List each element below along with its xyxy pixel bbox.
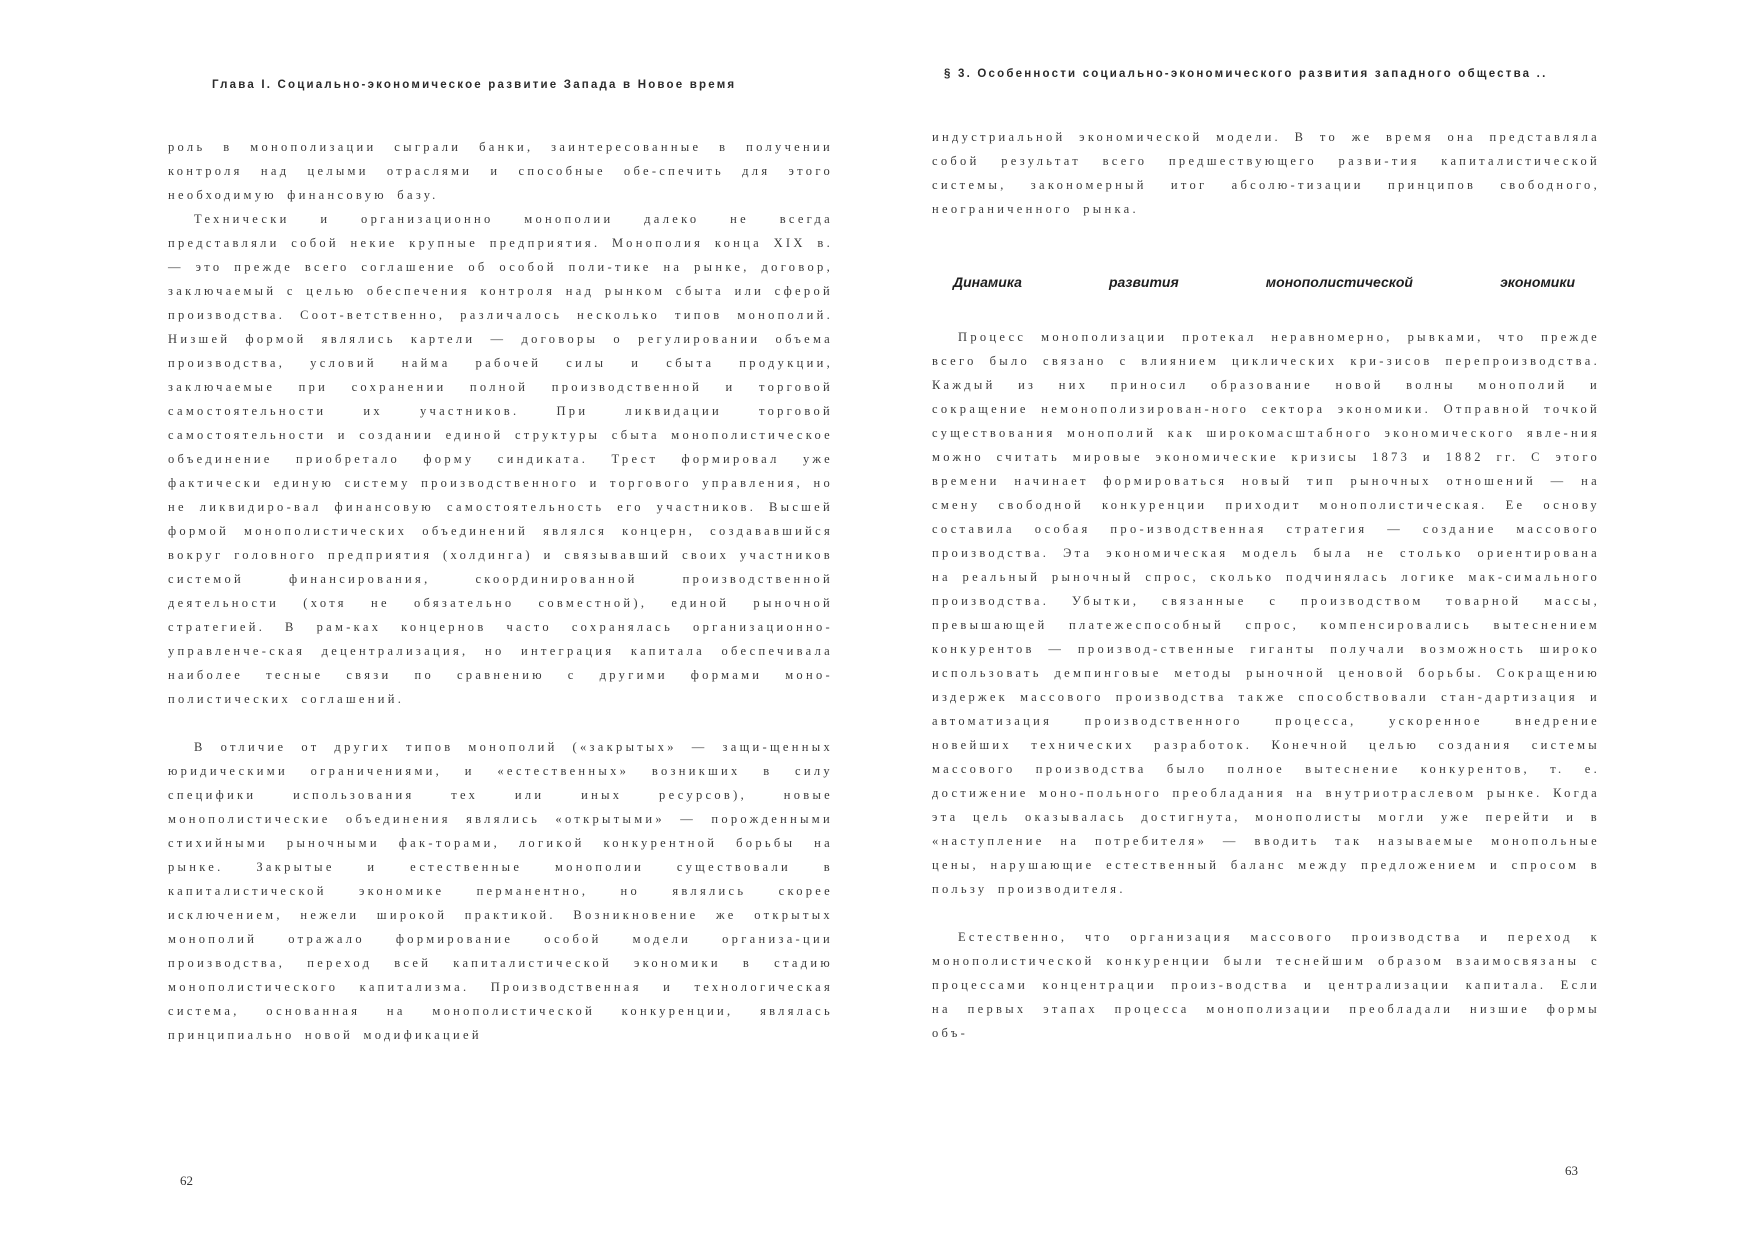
paragraph: индустриальной экономической модели. В то же время она представляла собой результат всего предшествующего разви-тия капиталистической системы, закономерный итог абсолю-тизации принципов свободного, неограниченного рынка. <box>932 130 1600 216</box>
right-page <box>877 0 1754 1239</box>
section-heading <box>953 274 1575 290</box>
section-heading-word: Динамика <box>953 274 1022 290</box>
page-number: 63 <box>1565 1163 1578 1178</box>
body-text <box>168 135 833 1047</box>
section-heading-word: монополистической <box>1265 274 1413 290</box>
section-heading-word: экономики <box>1500 274 1575 290</box>
intro-text <box>932 125 1600 221</box>
paragraph: В отличие от других типов монополий («закрытых» — защи-щенных юридическими ограничениями, и «естественных» возникших в силу специфики использования тех или иных ресурсов), новые монополистические объединения являлись «открытыми» — порожденными стихийными рыночными фак-торами, логикой конкурентной борьбы на рынке. Закрытые и естественные монополии существовали в капиталистической экономике перманентно, но являлись скорее исключением, нежели широкой практикой. Возникновение же открытых монополий отражало формирование особой модели организа-ции производства, переход всей капиталистической экономики в стадию монополистического капитализма. Производственная и технологическая система, основанная на монополистической конкуренции, являлась принципиально новой модификацией <box>168 740 833 1042</box>
paragraph: Процесс монополизации протекал неравномерно, рывками, что прежде всего было связано с влиянием циклических кри-зисов перепроизводства. Каждый из них приносил образование новой волны монополий и сокращение немонополизирован-ного сектора экономики. Отправной точкой существования монополий как широкомасштабного экономического явле-ния можно считать мировые экономические кризисы 1873 и 1882 гг. С этого времени начинает формироваться новый тип рыночных отношений — на смену свободной конкуренции приходит монополистическая. Ее основу составила особая про-изводственная стратегия — создание массового производства. Эта экономическая модель была не столько ориентирована на реальный рыночный спрос, сколько подчинялась логике мак-симального производства. Убытки, связанные с производством товарной массы, превышающей платежеспособный спрос, компенсировались вытеснением конкурентов — производ-ственные гиганты получали возможность широко использовать демпинговые методы рыночной ценовой борьбы. Сокращению издержек массового производства также способствовали стан-дартизация и автоматизация производственного процесса, ускоренное внедрение новейших технических разработок. Конечной целью создания системы массового производства было полное вытеснение конкурентов, т. е. достижение моно-польного преобладания на внутриотраслевом рынке. Когда эта цель оказывалась достигнута, монополисты могли уже перейти и в «наступление на потребителя» — вводить так называемые монопольные цены, нарушающие естественный баланс между предложением и спросом в пользу производителя. <box>932 330 1600 896</box>
paragraph: Естественно, что организация массового производства и переход к монополистической конкуренции были теснейшим образом взаимосвязаны с процессами концентрации произ-водства и централизации капитала. Если на первых этапах процесса монополизации преобладали низшие формы объ- <box>932 930 1600 1040</box>
paragraph: Технически и организационно монополии далеко не всегда представляли собой некие крупные предприятия. Монополия конца XIX в. — это прежде всего соглашение об особой поли-тике на рынке, договор, заключаемый с целью обеспечения контроля над рынком сбыта или сферой производства. Соот-ветственно, различалось несколько типов монополий. Низшей формой являлись картели — договоры о регулировании объема производства, условий найма рабочей силы и сбыта продукции, заключаемые при сохранении полной производственной и торговой самостоятельности их участников. При ликвидации торговой самостоятельности и создании единой структуры сбыта монополистическое объединение приобретало форму синдиката. Трест формировал уже фактически единую систему производственного и торгового управления, но не ликвидиро-вал финансовую самостоятельность его участников. Высшей формой монополистических объединений являлся концерн, создававшийся вокруг головного предприятия (холдинга) и связывавший своих участников системой финансирования, скоординированной производственной деятельности (хотя не обязательно совместной), единой рыночной стратегией. В рам-ках концернов часто сохранялась организационно-управленче-ская децентрализация, но интеграция капитала обеспечивала наиболее тесные связи по сравнению с другими формами моно-полистических соглашений. <box>168 212 833 706</box>
page-number: 62 <box>180 1173 193 1188</box>
body-text <box>932 325 1600 1045</box>
paragraph: роль в монополизации сыграли банки, заинтересованные в получении контроля над целыми отраслями и способные обе-спечить для этого необходимую финансовую базу. <box>168 140 833 202</box>
running-header: § 3. Особенности социально-экономического развития западного общества .. <box>944 68 1548 80</box>
running-header: Глава I. Социально-экономическое развитие Запада в Новое время <box>212 79 737 91</box>
section-heading-word: развития <box>1108 274 1179 290</box>
